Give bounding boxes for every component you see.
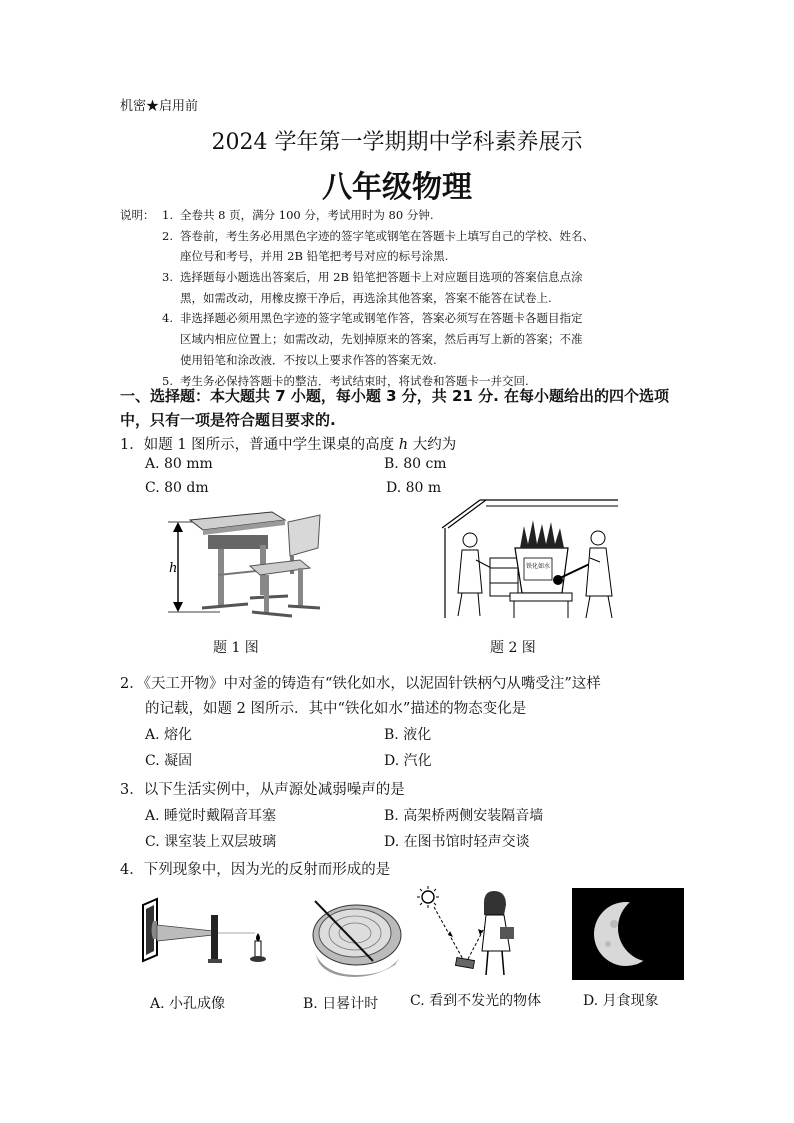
option-b[interactable]: B. 高架桥两侧安装隔音墙 [384, 808, 544, 824]
instruction-text: 全卷共 8 页，满分 100 分，考试用时为 80 分钟. [180, 208, 434, 222]
option-d[interactable]: D. 在图书馆时轻声交谈 [384, 834, 530, 850]
figure-1-caption: 题 1 图 [213, 640, 259, 656]
instruction-text: 座位号和考号，并用 2B 铅笔把考号对应的标号涂黑. [180, 249, 449, 264]
exam-title: 2024 学年第一学期期中学科素养展示 [211, 130, 583, 155]
option-b[interactable]: B. 液化 [384, 727, 432, 743]
option-d[interactable]: D. 80 m [386, 480, 442, 496]
pinhole-imaging-image[interactable] [135, 895, 275, 970]
instruction-number: 3. [162, 270, 173, 285]
question-text: 如题 1 图所示，普通中学生课桌的高度 [143, 437, 399, 453]
cauldron-sign: 铁化如水 [525, 563, 551, 570]
question-text: 下列现象中，因为光的反射而形成的是 [143, 862, 391, 878]
option-b[interactable]: B. 80 cm [384, 456, 447, 472]
instruction-text: 考生务必保持答题卡的整洁．考试结束时，将试卷和答题卡一并交回. [180, 373, 529, 388]
section-heading [120, 384, 690, 432]
question-number: 2． [120, 676, 144, 692]
instruction-text: 黑，如需改动，用橡皮擦干净后，再选涂其他答案，答案不能答在试卷上. [180, 290, 552, 305]
desk-chair-figure [160, 500, 330, 635]
question-text: 大约为 [408, 437, 457, 453]
question-4-stem [120, 858, 390, 879]
instruction-number: 1. [162, 208, 173, 222]
figure-2-caption: 题 2 图 [490, 640, 536, 656]
question-text: 以下生活实例中，从声源处减弱噪声的是 [143, 782, 405, 798]
instructions [120, 205, 720, 391]
option-a[interactable]: A. 熔化 [145, 727, 193, 743]
confidential-mark: 机密★启用前 [120, 99, 199, 114]
section-heading-line: 中，只有一项是符合题目要求的. [120, 411, 336, 429]
section-heading-line: 一、选择题：本大题共 7 小题，每小题 3 分，共 21 分. 在每小题给出的四个选项 [120, 387, 670, 405]
subject-title: 八年级物理 [322, 170, 472, 205]
instruction-number: 2. [162, 228, 173, 243]
option-c[interactable]: C. 80 dm [145, 480, 209, 496]
question-number: 4． [120, 862, 144, 878]
option-a[interactable]: A. 小孔成像 [150, 996, 226, 1012]
instruction-number: 5. [162, 373, 173, 388]
instructions-lead: 说明： [120, 208, 155, 222]
question-1-stem [120, 433, 456, 454]
instruction-text: 答卷前，考生务必用黑色字迹的签字笔或钢笔在答题卡上填写自己的学校、姓名、 [180, 228, 594, 243]
question-number: 1． [120, 437, 144, 453]
option-a[interactable]: A. 睡觉时戴隔音耳塞 [145, 808, 277, 824]
seeing-object-image[interactable] [412, 885, 537, 980]
question-text: 《天工开物》中对釜的铸造有“铁化如水，以泥固针铁柄勺从嘴受注”这样 [143, 676, 601, 692]
question-2-stem-line-2: 的记载，如题 2 图所示．其中“铁化如水”描述的物态变化是 [145, 701, 527, 717]
instruction-number: 4. [162, 311, 173, 326]
casting-illustration [440, 498, 620, 628]
option-d[interactable]: D. 汽化 [384, 753, 432, 769]
option-c[interactable]: C. 凝固 [145, 753, 193, 769]
instruction-text: 选择题每小题选出答案后，用 2B 铅笔把答题卡上对应题目选项的答案信息点涂 [180, 270, 583, 285]
option-b[interactable]: B. 日晷计时 [303, 996, 379, 1012]
instruction-text: 非选择题必须用黑色字迹的签字笔或钢笔作答，答案必须写在答题卡各题目指定 [180, 311, 583, 326]
option-c[interactable]: C. 看到不发光的物体 [410, 993, 542, 1009]
option-c[interactable]: C. 课室装上双层玻璃 [145, 834, 277, 850]
instruction-text: 区域内相应位置上；如需改动，先划掉原来的答案，然后再写上新的答案；不准 [180, 332, 583, 347]
option-d[interactable]: D. 月食现象 [583, 993, 659, 1009]
question-2-stem-line-1 [120, 672, 601, 693]
option-a[interactable]: A. 80 mm [145, 456, 213, 472]
lunar-eclipse-image[interactable] [572, 888, 684, 980]
question-number: 3． [120, 782, 144, 798]
sundial-image[interactable] [295, 893, 410, 978]
variable-h: h [398, 437, 409, 453]
instruction-text: 使用铅笔和涂改液．不按以上要求作答的答案无效. [180, 352, 437, 367]
question-3-stem [120, 778, 405, 799]
height-label: h [169, 561, 178, 576]
